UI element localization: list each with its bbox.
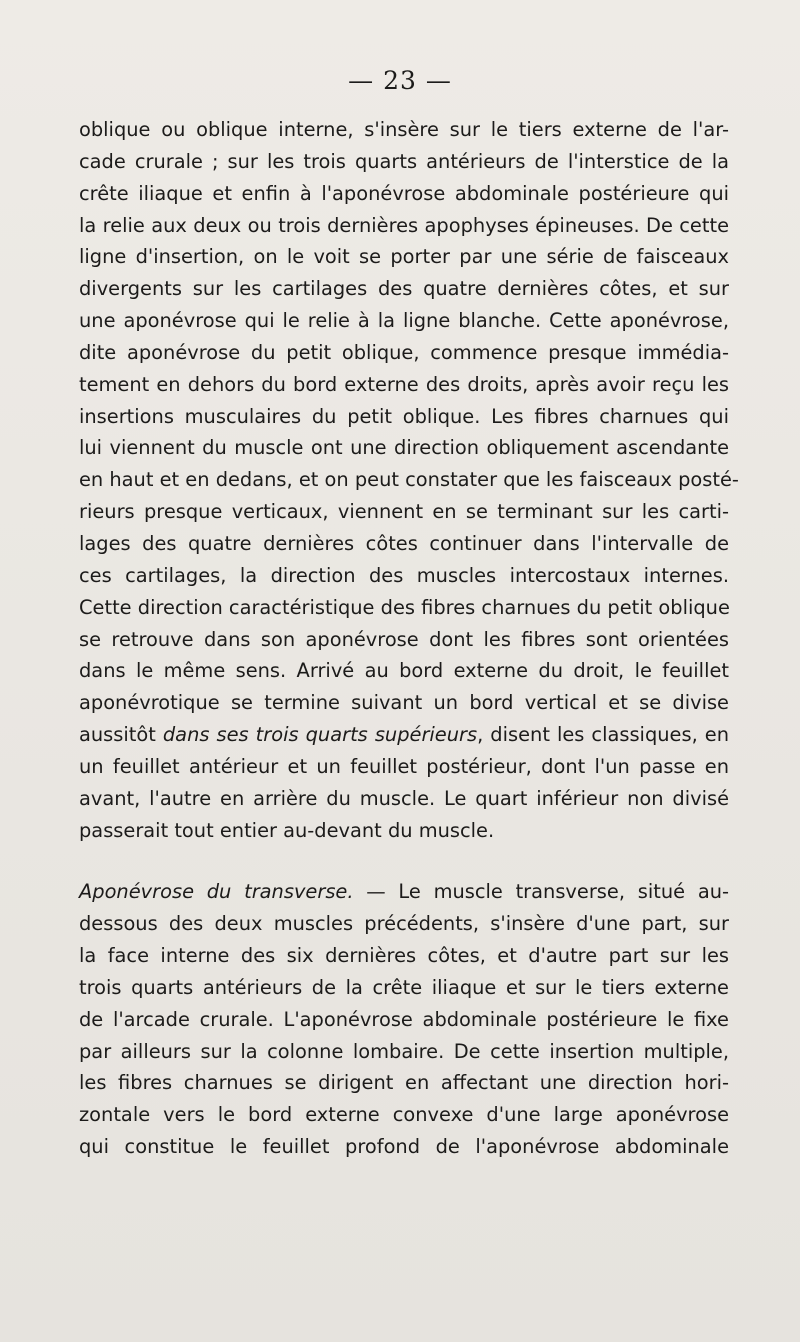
text-run: , disent les classiques, en (477, 723, 729, 747)
text-line: la relie aux deux ou trois dernières apophyses épineuses. De cette (79, 213, 729, 237)
italic-quote: dans ses trois quarts supérieurs (162, 723, 478, 747)
text-run: aussitôt (79, 723, 163, 747)
text-line: trois quarts antérieurs de la crête iliaque et sur le tiers externe (79, 975, 729, 999)
text-line: cade crurale ; sur les trois quarts antérieurs de l'interstice de la (79, 149, 729, 173)
text-line: se retrouve dans son aponévrose dont les fibres sont orientées (79, 627, 729, 651)
text-line: dite aponévrose du petit oblique, commence presque immédia- (79, 340, 729, 364)
text-line: un feuillet antérieur et un feuillet postérieur, dont l'un passe en (79, 754, 729, 778)
text-run: — Le muscle transverse, situé au- (353, 880, 729, 904)
section-heading: Aponévrose du transverse. (79, 880, 354, 904)
text-line: Cette direction caractéristique des fibres charnues du petit oblique (79, 595, 730, 619)
text-line: les fibres charnues se dirigent en affectant une direction hori- (79, 1071, 729, 1095)
text-line: lages des quatre dernières côtes continuer dans l'intervalle de (79, 531, 729, 555)
text-line: crête iliaque et enfin à l'aponévrose abdominale postérieure qui (79, 181, 729, 205)
text-line: oblique ou oblique interne, s'insère sur le tiers externe de l'ar- (79, 118, 729, 141)
text-line: avant, l'autre en arrière du muscle. Le quart inférieur non divisé (79, 786, 729, 810)
section-heading-line (79, 876, 729, 908)
text-line: ces cartilages, la direction des muscles intercostaux internes. (79, 563, 729, 587)
paragraph-internal-oblique (79, 114, 739, 846)
text-line: dessous des deux muscles précédents, s'insère d'une part, sur (79, 912, 729, 936)
text-line: insertions musculaires du petit oblique. Les fibres charnues qui (79, 404, 729, 428)
text-line: aponévrotique se termine suivant un bord vertical et se divise (79, 691, 729, 715)
text-line: passerait tout entier au-devant du muscle. (79, 818, 495, 842)
text-line: divergents sur les cartilages des quatre dernières côtes, et sur (79, 277, 729, 301)
text-line: en haut et en dedans, et on peut constater que les faisceaux posté- (79, 468, 739, 492)
text-line: par ailleurs sur la colonne lombaire. De cette insertion multiple, (79, 1039, 729, 1063)
text-line: dans le même sens. Arrivé au bord externe du droit, le feuillet (79, 659, 729, 683)
text-line: ligne d'insertion, on le voit se porter par une série de faisceaux (79, 245, 729, 269)
text-line: tement en dehors du bord externe des droits, après avoir reçu les (79, 372, 729, 396)
body-text (79, 114, 739, 1163)
paragraph-transverse (79, 876, 729, 1163)
text-line: lui viennent du muscle ont une direction obliquement ascendante (79, 436, 729, 460)
text-line: qui constitue le feuillet profond de l'aponévrose abdominale (79, 1135, 729, 1159)
text-line: rieurs presque verticaux, viennent en se terminant sur les carti- (79, 500, 729, 524)
text-line: de l'arcade crurale. L'aponévrose abdominale postérieure le fixe (79, 1007, 729, 1031)
text-line: la face interne des six dernières côtes, et d'autre part sur les (79, 944, 729, 968)
text-line: zontale vers le bord externe convexe d'une large aponévrose (79, 1103, 729, 1127)
page-number: — 23 — (348, 66, 452, 95)
text-line: une aponévrose qui le relie à la ligne blanche. Cette aponévrose, (79, 309, 729, 333)
text-line-with-italic (79, 719, 729, 751)
